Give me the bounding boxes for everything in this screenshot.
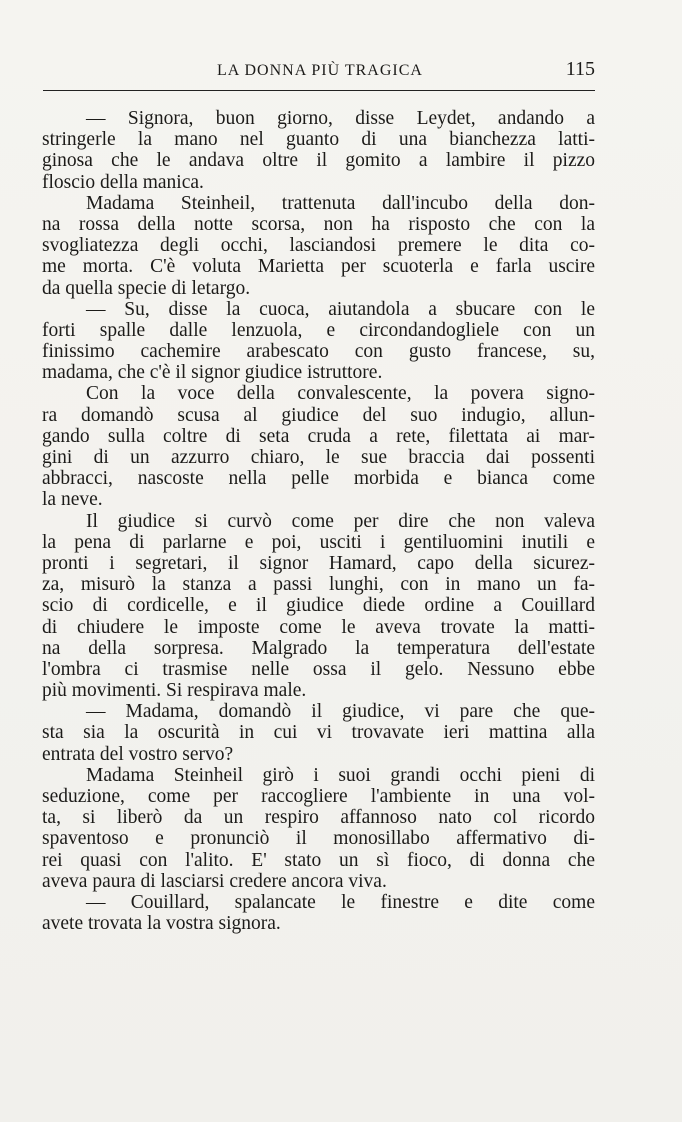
text-line: — Su, disse la cuoca, aiutandola a sbucare con le bbox=[86, 298, 595, 320]
text-line: sta sia la oscurità in cui vi trovavate ieri mattina alla bbox=[42, 722, 595, 744]
text-line: più movimenti. Si respirava male. bbox=[42, 680, 307, 702]
header-rule bbox=[43, 90, 595, 91]
text-line: na della sorpresa. Malgrado la temperatura dell'estate bbox=[42, 637, 595, 659]
text-line: stringerle la mano nel guanto di una bianchezza latti- bbox=[42, 129, 595, 151]
text-line: seduzione, come per raccogliere l'ambiente in una vol- bbox=[42, 786, 595, 807]
page-header bbox=[43, 58, 597, 88]
text-line: Il giudice si curvò come per dire che non valeva bbox=[86, 510, 595, 532]
text-line: avete trovata la vostra signora. bbox=[42, 913, 281, 935]
text-line: entrata del vostro servo? bbox=[42, 743, 234, 765]
text-line: da quella specie di letargo. bbox=[42, 277, 251, 299]
text-line: Madama Steinheil girò i suoi grandi occhi pieni di bbox=[86, 764, 595, 786]
text-line: madama, che c'è il signor giudice istruttore. bbox=[42, 362, 383, 384]
text-line: scio di cordicelle, e il giudice diede ordine a Couillard bbox=[42, 595, 595, 617]
text-line: — Couillard, spalancate le finestre e dite come bbox=[86, 891, 595, 913]
text-line: na rossa della notte scorsa, non ha risposto che con la bbox=[42, 213, 595, 235]
running-title: LA DONNA PIÙ TRAGICA bbox=[217, 62, 423, 79]
text-line: Madama Steinheil, trattenuta dall'incubo della don- bbox=[86, 192, 595, 214]
text-line: forti spalle dalle lenzuola, e circondandogliele con un bbox=[42, 319, 595, 341]
text-line: finissimo cachemire arabescato con gusto francese, su, bbox=[42, 341, 595, 363]
text-line: pronti i segretari, il signor Hamard, capo della sicurez- bbox=[42, 552, 595, 574]
text-line: — Signora, buon giorno, disse Leydet, andando a bbox=[86, 108, 595, 129]
text-line: ra domandò scusa al giudice del suo indugio, allun- bbox=[42, 404, 595, 426]
text-line: gando sulla coltre di seta cruda a rete, filettata ai mar- bbox=[42, 425, 595, 447]
text-line: spaventoso e pronunciò il monosillabo affermativo di- bbox=[42, 828, 595, 850]
text-line: l'ombra ci trasmise nelle ossa il gelo. Nessuno ebbe bbox=[42, 658, 595, 680]
text-line: di chiudere le imposte come le aveva trovate la matti- bbox=[42, 616, 595, 638]
text-line: Con la voce della convalescente, la povera signo- bbox=[86, 383, 595, 405]
text-line: — Madama, domandò il giudice, vi pare che que- bbox=[86, 701, 595, 723]
text-line: ginosa che le andava oltre il gomito a lambire il pizzo bbox=[42, 150, 595, 172]
text-line: rei quasi con l'alito. E' stato un sì fioco, di donna che bbox=[42, 849, 595, 871]
text-line: aveva paura di lasciarsi credere ancora viva. bbox=[42, 870, 387, 892]
text-line: abbracci, nascoste nella pelle morbida e bianca come bbox=[42, 468, 595, 490]
text-line: za, misurò la stanza a passi lunghi, con in mano un fa- bbox=[42, 574, 595, 596]
body-text bbox=[42, 108, 595, 934]
text-line: svogliatezza degli occhi, lasciandosi premere le dita co- bbox=[42, 235, 595, 257]
text-line: la neve. bbox=[42, 489, 103, 511]
text-line: me morta. C'è voluta Marietta per scuoterla e farla uscire bbox=[42, 256, 595, 278]
text-line: gini di un azzurro chiaro, le sue braccia dai possenti bbox=[42, 447, 595, 468]
page-number: 115 bbox=[565, 58, 595, 80]
text-line: floscio della manica. bbox=[42, 171, 204, 193]
text-line: la pena di parlarne e poi, usciti i gentiluomini inutili e bbox=[42, 531, 595, 553]
text-line: ta, si liberò da un respiro affannoso nato col ricordo bbox=[42, 807, 595, 829]
